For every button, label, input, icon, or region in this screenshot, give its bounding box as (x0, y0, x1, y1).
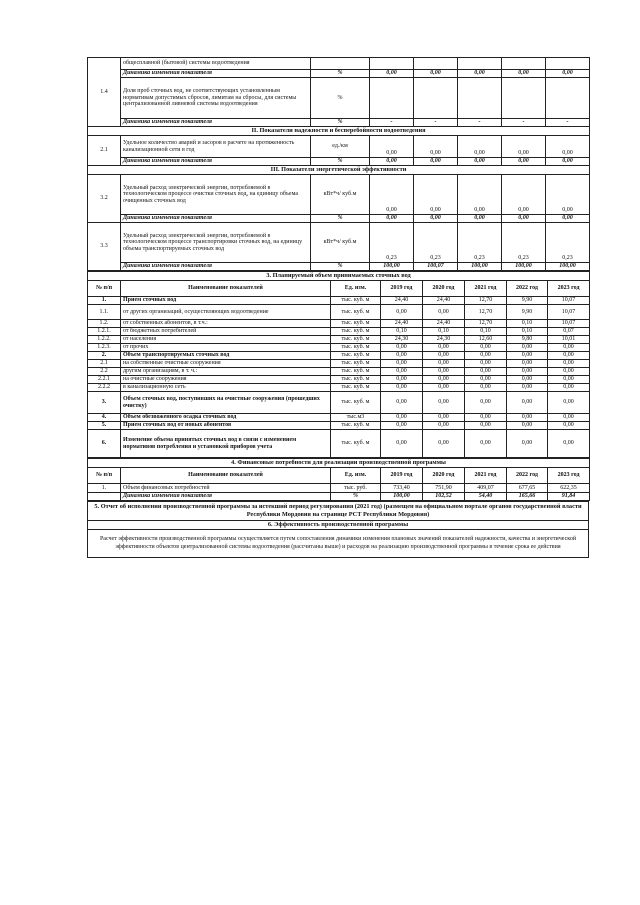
row-value: 24,40 (423, 320, 465, 328)
row-name: на собственные очистные сооружения (121, 360, 331, 368)
row-name: Объем сточных вод, поступивших на очистные сооружения (прошедших очистку) (121, 392, 331, 414)
indicator-text: Доля проб сточных вод, не соответствующих установленным нормативам допустимых сбросов, лимитам на сбросы, для системы централизованной ливневой системы водоотведения (121, 78, 311, 119)
row-value: 0,00 (423, 430, 465, 458)
row-value: 0,00 (381, 392, 423, 414)
dynamics-label: Динамика изменения показателя (121, 263, 311, 271)
row-value: 0,00 (465, 368, 507, 376)
row-num: 6. (88, 430, 121, 458)
col-header-year: 2023 год (548, 281, 590, 297)
section-heading: 4. Финансовые потребности для реализации производственной программы (88, 459, 590, 468)
row-value: 10,07 (548, 305, 590, 320)
row-unit: тыс. куб. м (331, 328, 381, 336)
row-value: 0,00 (548, 368, 590, 376)
row-value: 0,00 (507, 384, 548, 392)
report-heading: 5. Отчет об исполнении производственной программы за истекший период регулирования (2021 год) (размещен на официальном портале органов государственной власти Республики Мордовия на странице РСТ Республики Мордовия) (88, 502, 589, 521)
row-name: от других организаций, осуществляющих водоотведение (121, 305, 331, 320)
col-header-year: 2019 год (381, 281, 423, 297)
row-value: 0,00 (381, 430, 423, 458)
row-value: 0,00 (423, 392, 465, 414)
table-row (88, 430, 590, 458)
row-value: 0,10 (465, 328, 507, 336)
row-unit: тыс. куб. м (331, 336, 381, 344)
row-num: 1. (88, 484, 121, 493)
row-name: Объем финансовых потребностей (121, 484, 331, 493)
row-value: 0,00 (465, 344, 507, 352)
row-value: 0,00 (507, 344, 548, 352)
row-value: 10,01 (548, 336, 590, 344)
row-num: 2.2.2 (88, 384, 121, 392)
table-row (88, 344, 590, 352)
row-num: 5. (88, 422, 121, 430)
col-header-num: № п/п (88, 281, 121, 297)
wastewater-volume-table (87, 271, 590, 458)
table-row (88, 384, 590, 392)
col-header-year: 2021 год (465, 281, 507, 297)
indicator-text: Удельный расход электрической энергии, потребляемой в технологическом процессе транспортировки сточных вод, на единицу объема транспортируемых сточных вод (121, 223, 311, 263)
row-name: Объем транспортируемых сточных вод (121, 352, 331, 360)
efficiency-heading: 6. Эффективность производственной программы (88, 521, 589, 530)
row-num: 2. (88, 352, 121, 360)
row-unit: тыс.м3 (331, 414, 381, 422)
row-value: 0,00 (507, 392, 548, 414)
table-row (88, 392, 590, 414)
row-value: 12,60 (465, 336, 507, 344)
row-value: 12,70 (465, 320, 507, 328)
row-unit: тыс. куб. м (331, 430, 381, 458)
row-value: 0,00 (507, 414, 548, 422)
row-value: 0,00 (507, 422, 548, 430)
table-row (88, 352, 590, 360)
dynamics-label: Динамика изменения показателя (121, 493, 331, 501)
row-value: 0,00 (548, 344, 590, 352)
row-value: 0,00 (423, 352, 465, 360)
dynamics-label: Динамика изменения показателя (121, 70, 311, 78)
row-value: 0,00 (507, 352, 548, 360)
row-value: 0,00 (465, 422, 507, 430)
row-num: 1.1. (88, 305, 121, 320)
row-value: 0,00 (507, 376, 548, 384)
row-value: 10,07 (548, 320, 590, 328)
row-value: 10,07 (548, 297, 590, 305)
row-value: 0,00 (465, 414, 507, 422)
row-value: 0,00 (381, 422, 423, 430)
row-value: 0,00 (381, 368, 423, 376)
row-value: 12,70 (465, 297, 507, 305)
row-unit: тыс. куб. м (331, 305, 381, 320)
row-name: Прием сточных вод от новых абонентов (121, 422, 331, 430)
row-value: 0,10 (507, 320, 548, 328)
row-value: 0,00 (423, 360, 465, 368)
row-name: Объем обезвоженного осадка сточных вод (121, 414, 331, 422)
document-page (87, 57, 589, 558)
row-name: от прочих (121, 344, 331, 352)
row-value: 0,00 (381, 360, 423, 368)
efficiency-text: Расчет эффективности производственной программы осуществляется путем сопоставления динамики изменения плановых значений показателей надежности, качества и энергетической эффективности объектов централизованной системы водоотведения (рассчитаны выше) и расходов на реализацию производственной программы в течение срока ее действия (88, 530, 589, 558)
row-value: 0,00 (465, 352, 507, 360)
row-value: 9,90 (507, 297, 548, 305)
row-unit: тыс. куб. м (331, 376, 381, 384)
section-heading: III. Показатели энергетической эффективности (88, 166, 590, 175)
row-num: 2.2 (88, 368, 121, 376)
table-row (88, 305, 590, 320)
row-name: на очистные сооружения (121, 376, 331, 384)
row-value: 12,70 (465, 305, 507, 320)
row-value: 9,90 (507, 305, 548, 320)
row-value: 0,00 (465, 376, 507, 384)
row-unit: тыс. куб. м (331, 422, 381, 430)
row-value: 0,00 (423, 422, 465, 430)
row-value: 0,00 (548, 422, 590, 430)
row-value: 0,00 (423, 414, 465, 422)
col-header-year: 2023 год (548, 468, 590, 484)
financial-needs-table: 4. Финансовые потребности для реализации производственной программы № п/п Наименование показателей Ед. изм. 2019 год 2020 год 2021 год 2022 год 2023 год 1. Объем финансовых потребностей тыс. руб. 733,40 751,90 409,07 677,65 622,35 Динамика изменения показателя % 100,00 102,52 54,40 165,66 91,84 (87, 458, 590, 501)
row-num: 1.2.2. (88, 336, 121, 344)
dynamics-label: Динамика изменения показателя (121, 215, 311, 223)
indicator-text: Удельный расход электрической энергии, потребляемой в технологическом процессе очистки сточных вод, на единицу объема очищенных сточных вод (121, 175, 311, 215)
row-value: 0,00 (507, 360, 548, 368)
col-header-year: 2022 год (507, 281, 548, 297)
row-num: 3.3 (88, 223, 121, 271)
row-value: 0,00 (423, 344, 465, 352)
row-num: 3.2 (88, 175, 121, 223)
row-num: 1. (88, 297, 121, 305)
table-row (88, 360, 590, 368)
report-efficiency-table (87, 501, 589, 558)
row-unit: тыс. куб. м (331, 297, 381, 305)
indicator-text: общесплавной (бытовой) системы водоотведения (121, 58, 311, 70)
col-header-year: 2019 год (381, 468, 423, 484)
table-row (88, 297, 590, 305)
row-value: 9,80 (507, 336, 548, 344)
row-value: 0,10 (423, 328, 465, 336)
wastewater-rows (88, 297, 590, 458)
col-header-unit: Ед. изм. (331, 281, 381, 297)
row-value: 0,00 (465, 392, 507, 414)
col-header-num: № п/п (88, 468, 121, 484)
row-value: 24,40 (381, 297, 423, 305)
table-row (88, 376, 590, 384)
row-value: 0,10 (381, 328, 423, 336)
table-row (88, 336, 590, 344)
row-unit: тыс. куб. м (331, 320, 381, 328)
row-value: 0,00 (381, 414, 423, 422)
row-value: 0,00 (423, 368, 465, 376)
row-name: от населения (121, 336, 331, 344)
row-value: 0,00 (548, 352, 590, 360)
row-name: Изменение объема принятых сточных вод в связи с изменением нормативов потребления и установкой приборов учета (121, 430, 331, 458)
table-row (88, 320, 590, 328)
row-value: 0,00 (465, 430, 507, 458)
row-num: 1.4 (88, 58, 121, 127)
table-row (88, 368, 590, 376)
row-value: 0,00 (548, 430, 590, 458)
row-value: 0,10 (507, 328, 548, 336)
row-value: 24,30 (381, 336, 423, 344)
row-value: 0,00 (548, 384, 590, 392)
section-heading: II. Показатели надежности и бесперебойности водоотведения (88, 127, 590, 136)
row-value: 0,00 (423, 384, 465, 392)
row-value: 24,40 (423, 297, 465, 305)
row-value: 0,00 (381, 344, 423, 352)
row-num: 4. (88, 414, 121, 422)
row-name: в канализационную сеть (121, 384, 331, 392)
row-name: от собственных абонентов, в т.ч.: (121, 320, 331, 328)
row-value: 0,00 (548, 360, 590, 368)
row-name: другим организациям, в т. ч.: (121, 368, 331, 376)
row-name: от бюджетных потребителей (121, 328, 331, 336)
col-header-unit: Ед. изм. (331, 468, 381, 484)
row-value: 0,00 (548, 414, 590, 422)
row-value: 0,00 (548, 392, 590, 414)
table-row (88, 414, 590, 422)
row-unit: тыс. куб. м (331, 368, 381, 376)
col-header-name: Наименование показателей (121, 281, 331, 297)
col-header-name: Наименование показателей (121, 468, 331, 484)
row-num: 3. (88, 392, 121, 414)
row-num: 1.2.3. (88, 344, 121, 352)
row-value: 0,00 (423, 376, 465, 384)
row-value: 0,00 (381, 376, 423, 384)
row-value: 0,07 (548, 328, 590, 336)
col-header-year: 2022 год (507, 468, 548, 484)
row-unit: тыс. куб. м (331, 352, 381, 360)
row-unit: тыс. куб. м (331, 344, 381, 352)
section-heading: 3. Планируемый объем принимаемых сточных вод (88, 272, 590, 281)
row-num: 2.2.1 (88, 376, 121, 384)
indicators-table: 1.4 общесплавной (бытовой) системы водоотведения Динамика изменения показателя % 0,00 0,00 0,00 0,00 0,00 Доля проб сточных вод, не соответствующих установленным нормативам допустимых сбросов, лимитам на сбросы, для системы централизованной ливневой системы водоотведения % Динамика изменения показателя % - - - - - II. Показатели надежности и бесперебойности водоотведения 2.1 Удельное количество аварий и засоров в расчете на протяженность канализационной сети в год ед./км 0,00 0,00 0,00 0,00 0,00 Динамика изменения показателя % 0,00 0,00 0,00 0,00 0,00 III. Показатели энергетической эффективности 3.2 Удельный расход электрической энергии, потребляемой в технологическом процессе очистки сточных вод, на единицу объема очищенных сточных вод кВт*ч/ куб.м 0,00 0,00 0,00 0,00 0,00 Динамика изменения показателя % 0,00 0,00 0,00 0,00 0,00 3.3 Удельный расход электрической энергии, потребляемой в технологическом процессе транспортировки сточных вод, на единицу объема транспортируемых сточных вод кВт*ч/ куб.м 0,23 0,23 0,23 0,23 0,23 Динамика изменения показателя % 100,00 100,07 100,00 100,00 100,00 (87, 57, 590, 271)
row-num: 2.1 (88, 360, 121, 368)
col-header-year: 2020 год (423, 468, 465, 484)
row-unit: тыс. куб. м (331, 392, 381, 414)
row-value: 24,30 (423, 336, 465, 344)
row-name: Прием сточных вод (121, 297, 331, 305)
table-row (88, 422, 590, 430)
dynamics-label: Динамика изменения показателя (121, 158, 311, 166)
row-value: 0,00 (465, 384, 507, 392)
row-value: 0,00 (381, 305, 423, 320)
row-value: 24,40 (381, 320, 423, 328)
row-value: 0,00 (548, 376, 590, 384)
row-unit: тыс. куб. м (331, 384, 381, 392)
row-value: 0,00 (465, 360, 507, 368)
col-header-year: 2020 год (423, 281, 465, 297)
col-header-year: 2021 год (465, 468, 507, 484)
row-value: 0,00 (507, 430, 548, 458)
row-value: 0,00 (507, 368, 548, 376)
dynamics-label: Динамика изменения показателя (121, 119, 311, 127)
row-value: 0,00 (381, 384, 423, 392)
row-value: 0,00 (381, 352, 423, 360)
row-num: 1.2. (88, 320, 121, 328)
row-unit: тыс. куб. м (331, 360, 381, 368)
row-num: 2.1 (88, 136, 121, 166)
indicator-text: Удельное количество аварий и засоров в расчете на протяженность канализационной сети в год (121, 136, 311, 158)
row-num: 1.2.1. (88, 328, 121, 336)
row-value: 0,00 (423, 305, 465, 320)
table-row (88, 328, 590, 336)
